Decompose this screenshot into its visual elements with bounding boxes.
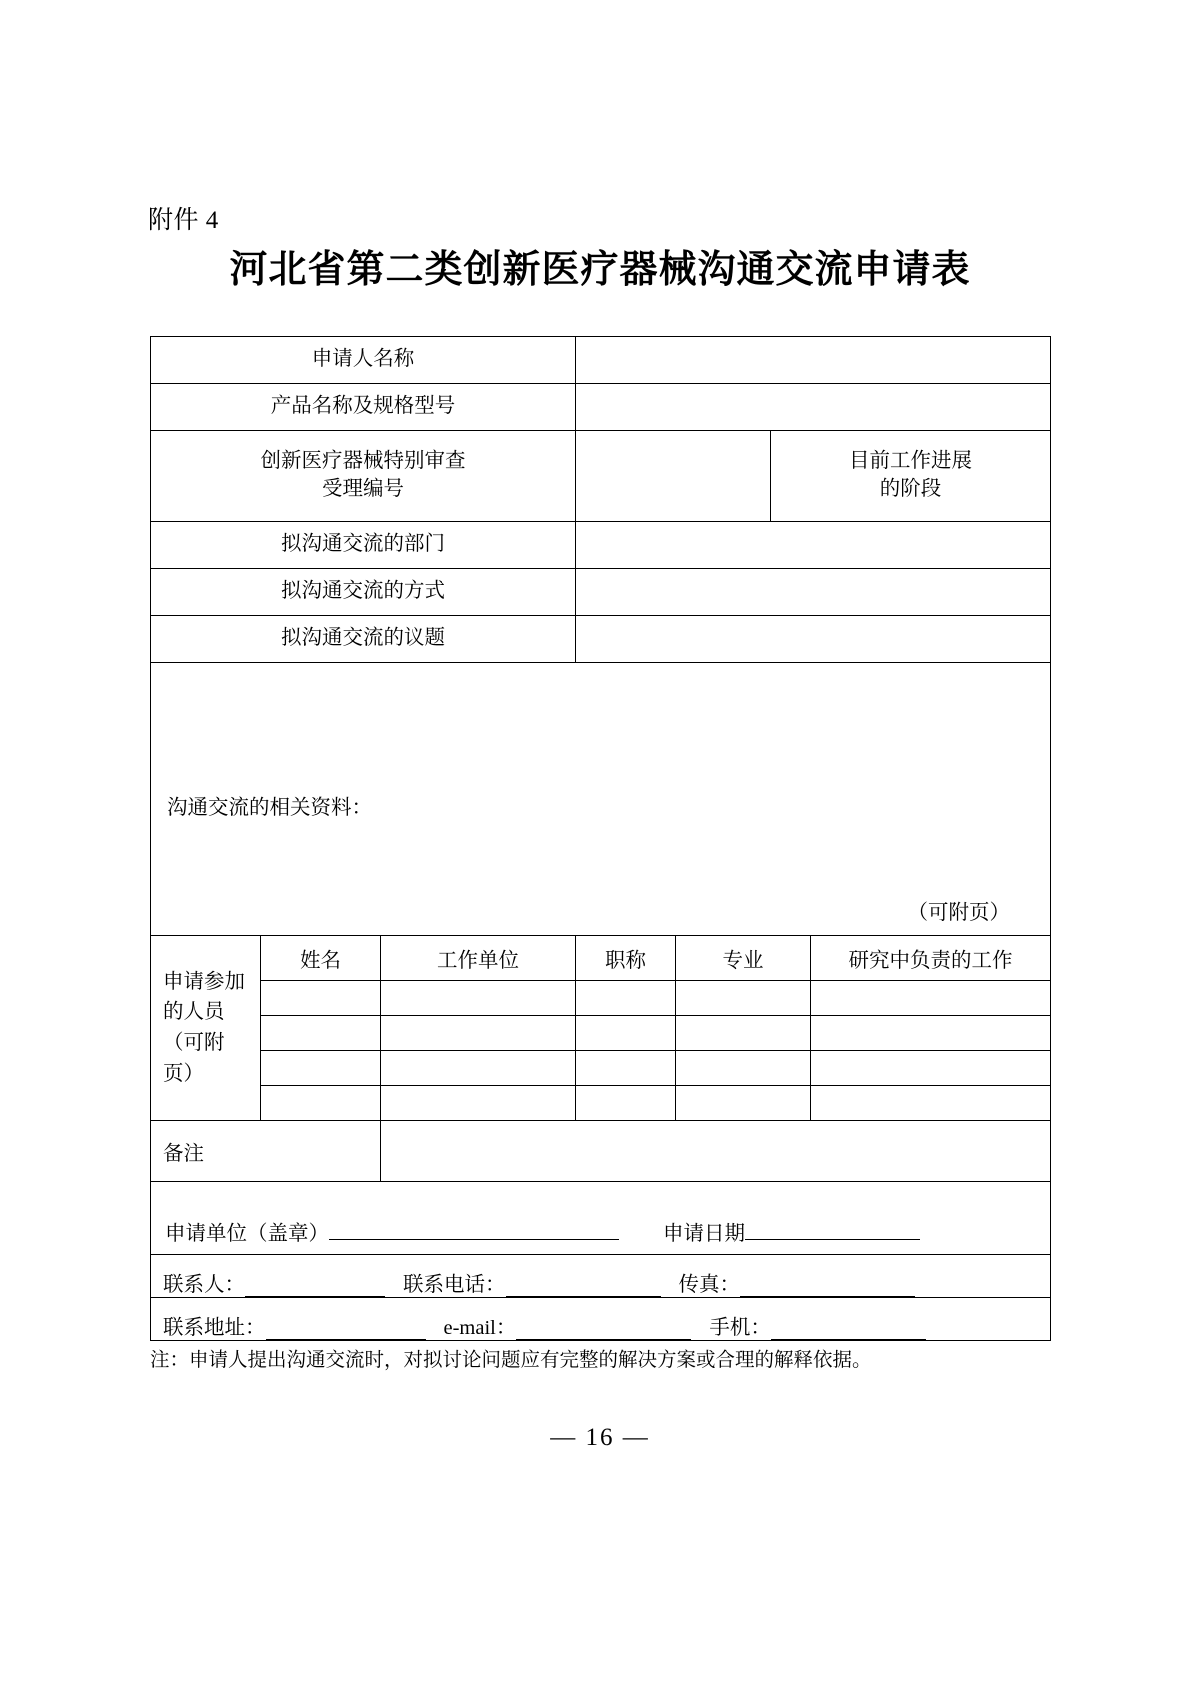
product-name-label: 产品名称及规格型号 [151,384,576,431]
table-row [151,337,1051,384]
application-date-input[interactable] [745,1239,920,1240]
contact-phone-input[interactable] [506,1296,661,1297]
signature-row [151,1182,1051,1255]
participant-major[interactable] [676,981,811,1016]
footnote: 注：申请人提出沟通交流时，对拟讨论问题应有完整的解决方案或合理的解释依据。 [150,1350,872,1371]
participant-title[interactable] [576,1086,676,1121]
contact-person-input[interactable] [245,1296,385,1297]
participant-duty[interactable] [811,1016,1051,1051]
accept-number-value[interactable] [576,431,771,522]
contact-line-2 [151,1298,1051,1341]
participants-col-workplace: 工作单位 [381,936,576,981]
form-table [150,336,1051,1341]
applicant-unit-seal [165,1216,619,1246]
participant-duty[interactable] [811,1086,1051,1121]
contact-fax-input[interactable] [740,1296,915,1297]
contact-email-input[interactable] [516,1339,691,1340]
contact-mobile-input[interactable] [771,1339,926,1340]
accept-number-label-line1: 创新医疗器械特别审查 [260,450,466,473]
topic-label: 拟沟通交流的议题 [151,616,576,663]
applicant-name-label: 申请人名称 [151,337,576,384]
contact-phone-label: 联系电话： [403,1274,506,1296]
table-row [151,384,1051,431]
participants-side-label: 申请参加的人员（可附页） [151,936,261,1121]
materials-note: （可附页） [907,902,1010,924]
contact-row-1 [151,1255,1051,1298]
contact-email-label: e-mail： [443,1317,517,1339]
participant-name[interactable] [261,981,381,1016]
participant-title[interactable] [576,1051,676,1086]
table-row [151,1086,1051,1121]
table-row [151,1121,1051,1182]
participants-col-name: 姓名 [261,936,381,981]
contact-mobile-label: 手机： [709,1317,771,1339]
materials-cell[interactable] [151,663,1051,936]
contact-address-label: 联系地址： [163,1317,266,1339]
table-row [151,522,1051,569]
application-form [150,336,1050,1341]
progress-stage-label [771,431,1051,522]
method-value[interactable] [576,569,1051,616]
participant-duty[interactable] [811,981,1051,1016]
progress-stage-label-line1: 目前工作进展 [849,450,972,473]
table-row [151,431,1051,522]
department-value[interactable] [576,522,1051,569]
applicant-unit-input[interactable] [329,1239,619,1240]
accept-number-label-line2: 受理编号 [322,478,404,500]
table-row [151,569,1051,616]
page-number: — 16 — [550,1424,650,1451]
accept-number-label [151,431,576,522]
table-row [151,1016,1051,1051]
application-date [663,1216,920,1246]
participant-major[interactable] [676,1086,811,1121]
signature-cell [151,1182,1051,1255]
progress-stage-label-line2: 的阶段 [879,478,942,500]
applicant-name-value[interactable] [576,337,1051,384]
participant-name[interactable] [261,1086,381,1121]
table-row [151,663,1051,936]
department-label: 拟沟通交流的部门 [151,522,576,569]
contact-fax-label: 传真： [678,1274,740,1296]
participant-workplace[interactable] [381,1016,576,1051]
participants-col-duty: 研究中负责的工作 [811,936,1051,981]
contact-row-2 [151,1298,1051,1341]
participant-title[interactable] [576,981,676,1016]
contact-address-input[interactable] [266,1339,426,1340]
attachment-label: 附件 4 [148,207,219,234]
participant-workplace[interactable] [381,1086,576,1121]
application-date-label: 申请日期 [663,1223,745,1245]
participant-workplace[interactable] [381,1051,576,1086]
participant-name[interactable] [261,1051,381,1086]
table-row [151,981,1051,1016]
participant-workplace[interactable] [381,981,576,1016]
topic-value[interactable] [576,616,1051,663]
participant-name[interactable] [261,1016,381,1051]
remark-value[interactable] [381,1121,1051,1182]
page-title: 河北省第二类创新医疗器械沟通交流申请表 [229,249,971,291]
table-row [151,1051,1051,1086]
contact-person-label: 联系人： [163,1274,245,1296]
product-name-value[interactable] [576,384,1051,431]
materials-label: 沟通交流的相关资料： [167,797,372,819]
remark-label: 备注 [151,1121,381,1182]
participants-header-row [151,936,1051,981]
participant-title[interactable] [576,1016,676,1051]
contact-line-1 [151,1255,1051,1298]
method-label: 拟沟通交流的方式 [151,569,576,616]
participant-major[interactable] [676,1051,811,1086]
participant-major[interactable] [676,1016,811,1051]
applicant-unit-label: 申请单位（盖章） [165,1223,329,1245]
participants-col-title: 职称 [576,936,676,981]
table-row [151,616,1051,663]
participants-col-major: 专业 [676,936,811,981]
participant-duty[interactable] [811,1051,1051,1086]
